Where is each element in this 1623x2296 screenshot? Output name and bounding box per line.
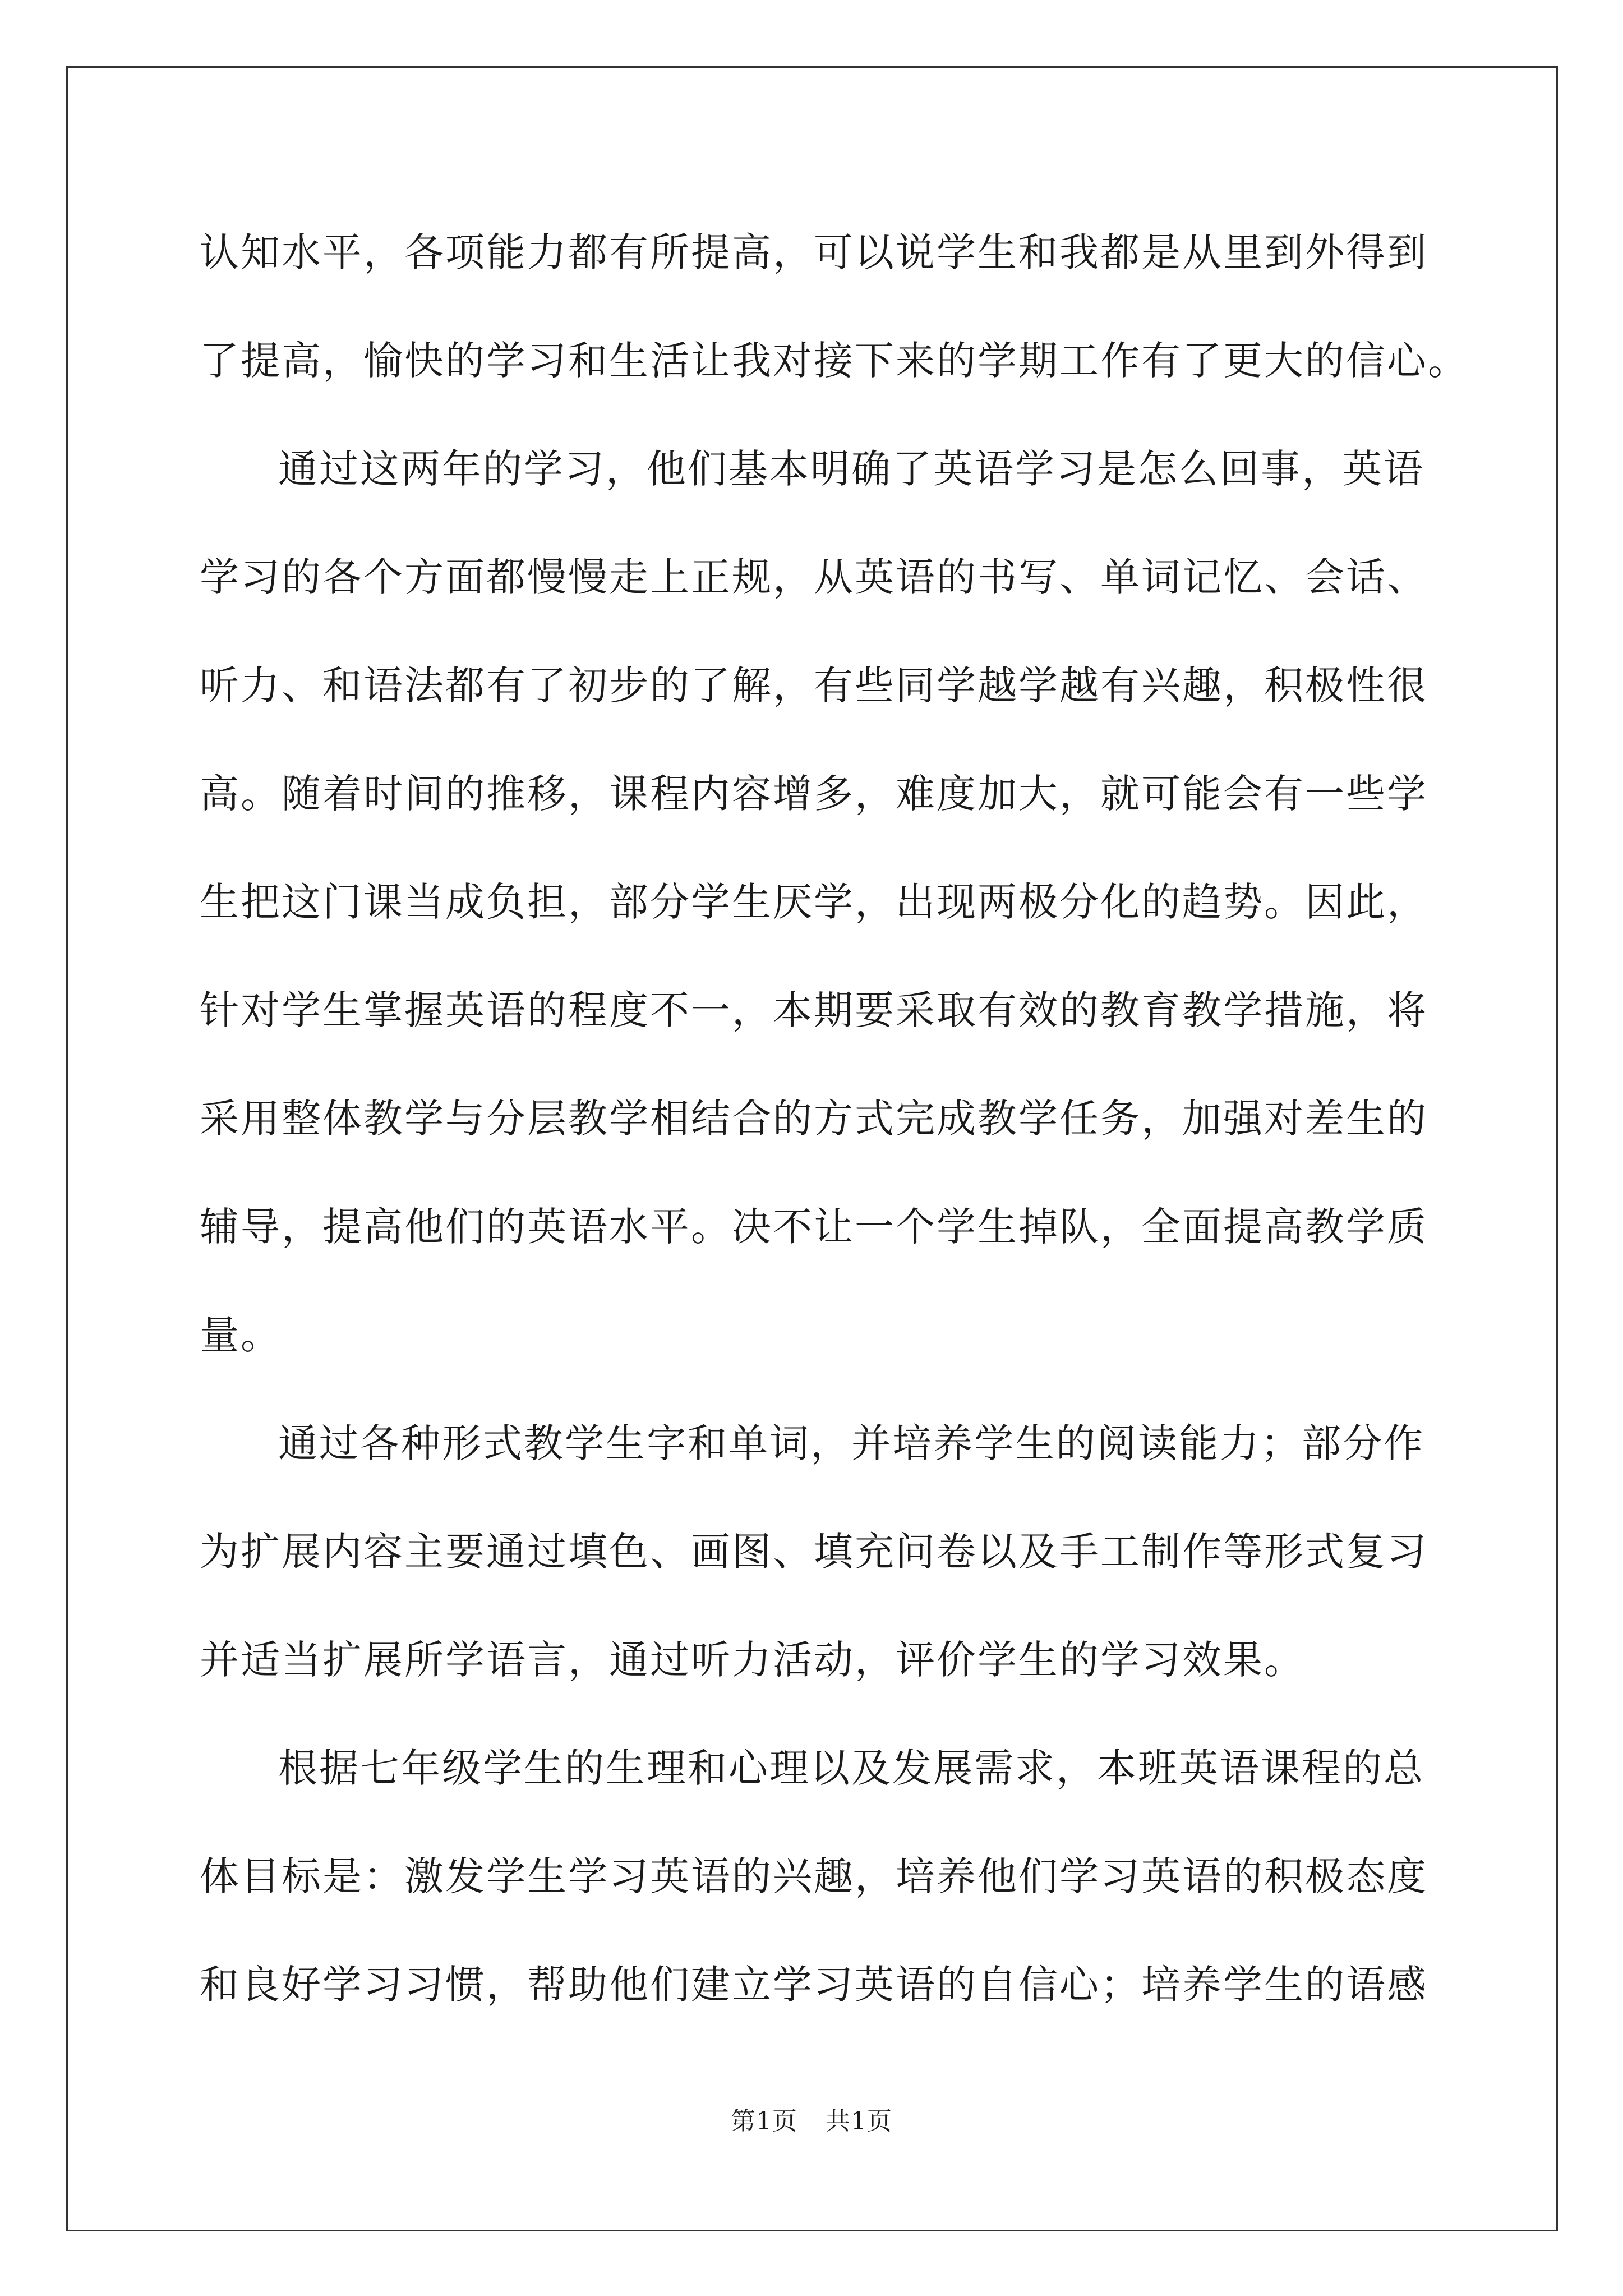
page-number: 第1页 — [731, 2107, 797, 2136]
text-line: 针对学生掌握英语的程度不一，本期要采取有效的教育教学措施，将 — [200, 987, 1428, 1033]
text-line: 和良好学习习惯，帮助他们建立学习英语的自信心；培养学生的语感 — [200, 1962, 1428, 2008]
text-line: 高。随着时间的推移，课程内容增多，难度加大，就可能会有一些学 — [200, 771, 1428, 817]
text-line: 生把这门课当成负担，部分学生厌学，出现两极分化的趋势。因此， — [200, 879, 1428, 925]
text-line: 量。 — [200, 1312, 282, 1358]
page-total: 共1页 — [826, 2107, 892, 2136]
text-line: 为扩展内容主要通过填色、画图、填充问卷以及手工制作等形式复习 — [200, 1529, 1428, 1575]
text-line: 了提高，愉快的学习和生活让我对接下来的学期工作有了更大的信心。 — [200, 338, 1469, 384]
text-line: 通过各种形式教学生字和单词，并培养学生的阅读能力；部分作 — [278, 1420, 1424, 1466]
text-line: 采用整体教学与分层教学相结合的方式完成教学任务，加强对差生的 — [200, 1096, 1428, 1142]
text-line: 根据七年级学生的生理和心理以及发展需求，本班英语课程的总 — [278, 1745, 1424, 1791]
text-line: 通过这两年的学习，他们基本明确了英语学习是怎么回事，英语 — [278, 446, 1424, 492]
text-line: 学习的各个方面都慢慢走上正规，从英语的书写、单词记忆、会话、 — [200, 554, 1428, 600]
document-body — [200, 224, 1469, 2065]
text-line: 认知水平，各项能力都有所提高，可以说学生和我都是从里到外得到 — [200, 229, 1428, 275]
text-line: 辅导，提高他们的英语水平。决不让一个学生掉队，全面提高教学质 — [200, 1204, 1428, 1250]
text-line: 听力、和语法都有了初步的了解，有些同学越学越有兴趣，积极性很 — [200, 662, 1428, 708]
text-line: 并适当扩展所学语言，通过听力活动，评价学生的学习效果。 — [200, 1637, 1305, 1683]
text-line: 体目标是：激发学生学习英语的兴趣，培养他们学习英语的积极态度 — [200, 1853, 1428, 1899]
page-footer — [0, 2101, 1623, 2137]
